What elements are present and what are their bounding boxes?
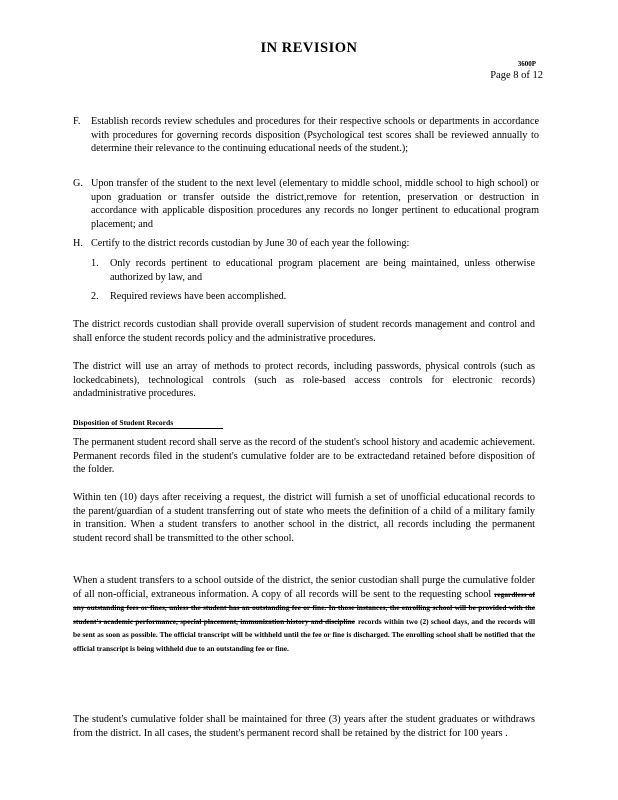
item-f-label: F. xyxy=(73,116,81,127)
item-h1-text: Only records pertinent to educational program placement are being maintained, unless otherwise authorized by law, and xyxy=(110,258,535,283)
disposition-paragraph-3 xyxy=(73,574,535,655)
item-g-label: G. xyxy=(73,178,83,189)
page-title: IN REVISION xyxy=(260,40,358,56)
item-h2-label: 2. xyxy=(91,291,99,302)
protection-paragraph: The district will use an array of methods to protect records, including passwords, physical controls (such as lockedcabinets), technological controls (such as role-based access controls for electronic records) andadministrative procedures. xyxy=(73,361,535,399)
policy-code: 3600P xyxy=(517,60,536,68)
disposition-heading: Disposition of Student Records xyxy=(73,418,223,429)
disposition-paragraph-1: The permanent student record shall serve as the record of the student's school history and academic achievement. Permanent records filed in the student's cumulative folder are to be extractedand retained before disposition of the folder. xyxy=(73,437,535,475)
disposition-paragraph-4: The student's cumulative folder shall be maintained for three (3) years after the student graduates or withdraws from the district. In all cases, the student's permanent record shall be retained by the district for 100 years . xyxy=(73,714,535,739)
disposition-paragraph-2: Within ten (10) days after receiving a request, the district will furnish a set of unofficial educational records to the parent/guardian of a student transferring out of state who meets the definition of a child of a military family in transition. When a student transfers to another school in the district, all records including the permanent student record shall be transmitted to the other school. xyxy=(73,492,535,544)
item-f-text: Establish records review schedules and procedures for their respective schools or departments in accordance with procedures for governing records disposition (Psychological test scores shall be reviewed annually to determine their relevance to the continuing educational needs of the student.); xyxy=(91,116,539,154)
item-h1-label: 1. xyxy=(91,258,99,269)
revision-text: records within two (2) school days, and the records will be sent as soon as possible. The official transcript will be withheld until the fee or fine is discharged. The enrolling school shall be notified that the official transcript is being withheld due to an outstanding fee or fine. xyxy=(73,616,536,653)
struck-text: regardless of any outstanding fees or fines, unless the student has an outstanding fee or fine. In those instances, the enrolling school will be provided with the student's academic performance, special placement, immunization history and discipline xyxy=(73,589,535,626)
item-g-text: Upon transfer of the student to the next level (elementary to middle school, middle school to high school) or upon graduation or transfer outside the district,remove for retention, preservation or destruction in accordance with applicable disposition procedures any records no longer pertinent to educational program placement; and xyxy=(91,178,539,230)
supervision-paragraph: The district records custodian shall provide overall supervision of student records management and control and shall enforce the student records policy and the administrative procedures. xyxy=(73,319,535,344)
transfer-text: When a student transfers to a school outside of the district, the senior custodian shall purge the cumulative folder of all non-official, extraneous information. A copy of all records will be sent to the requesting school xyxy=(73,575,535,600)
item-h2-text: Required reviews have been accomplished. xyxy=(110,291,287,302)
page-number: Page 8 of 12 xyxy=(490,70,543,81)
item-h-label: H. xyxy=(73,238,83,249)
item-h-text: Certify to the district records custodian by June 30 of each year the following: xyxy=(91,238,410,249)
